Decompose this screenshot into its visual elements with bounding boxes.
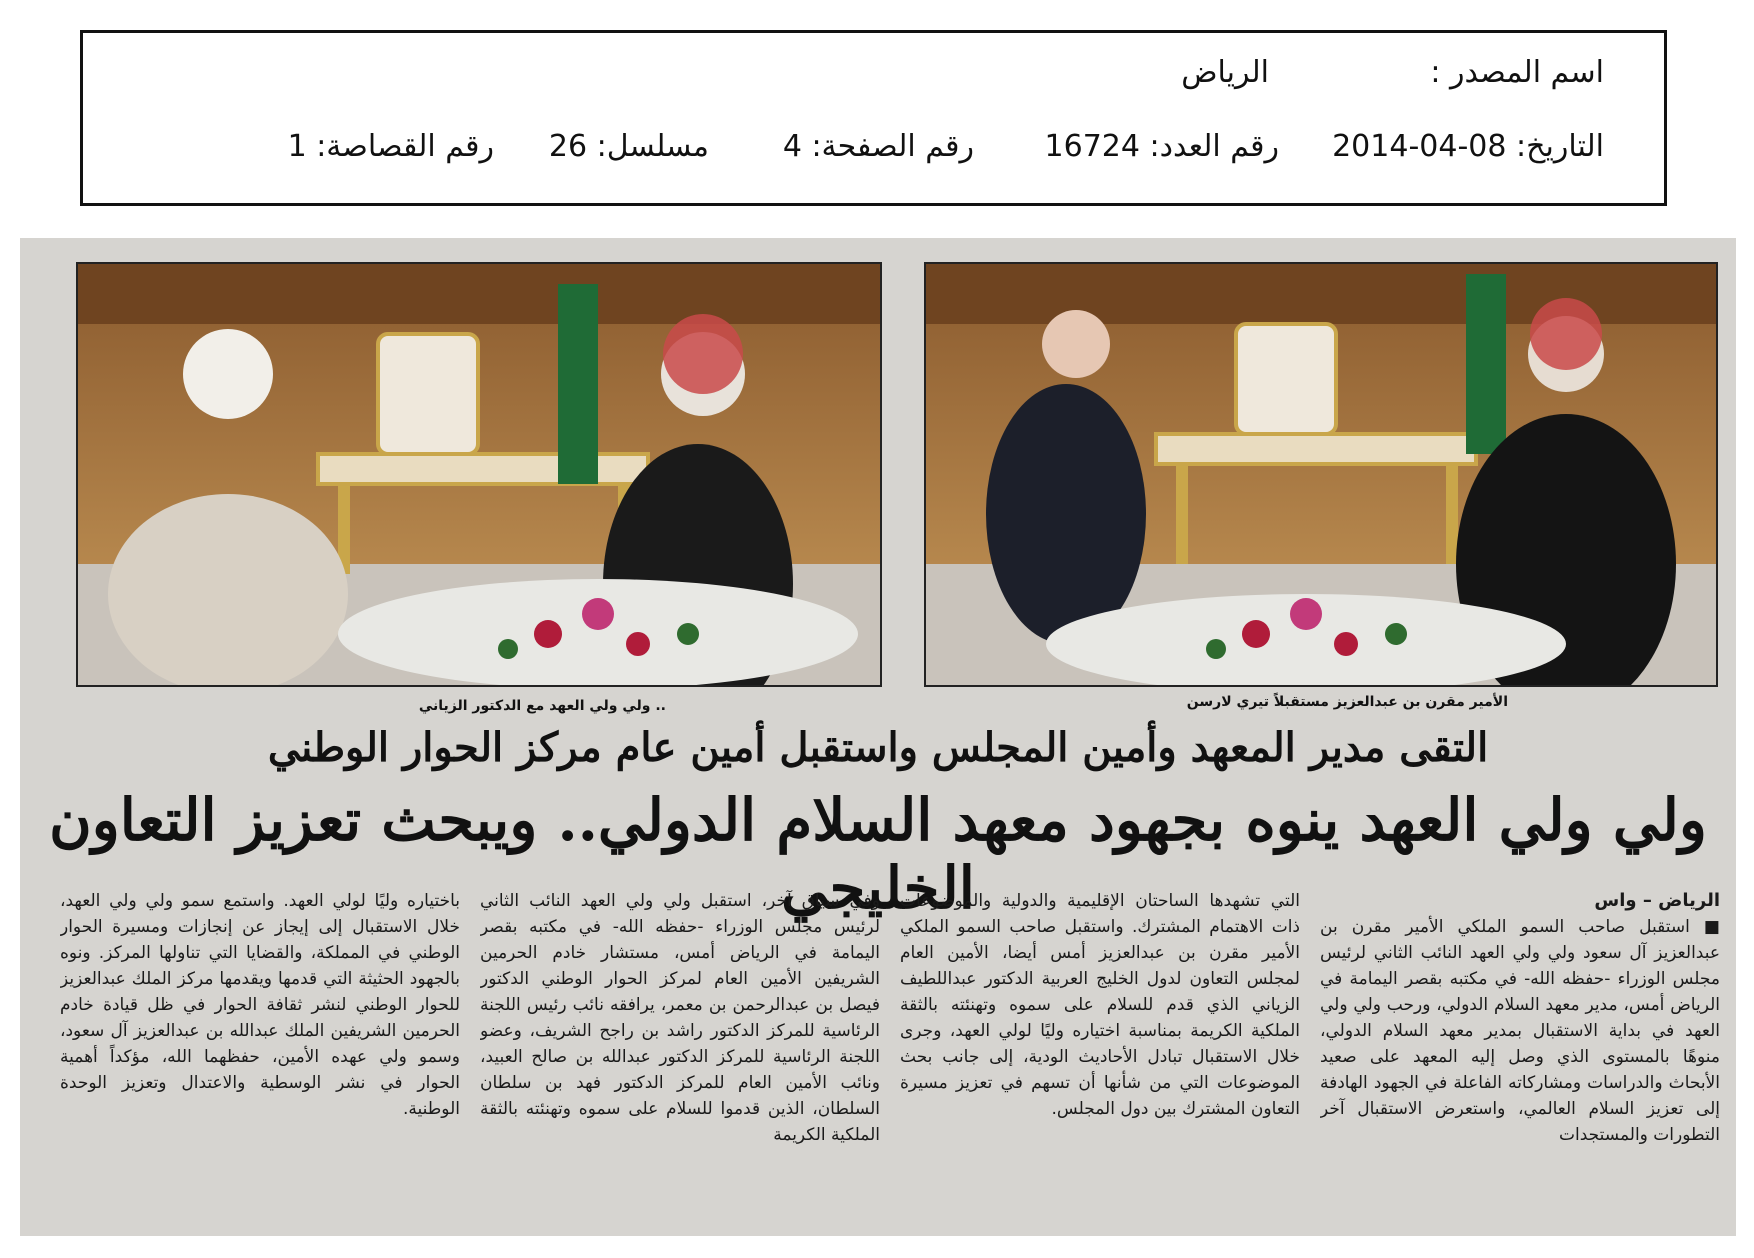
article-column-3 [480, 888, 880, 1228]
serial-field: مسلسل: 26 [548, 129, 709, 164]
date-field: التاريخ: 08-04-2014 [1332, 129, 1604, 164]
newspaper-clipping [20, 238, 1736, 1236]
source-info-box [80, 30, 1667, 206]
page-number-field: رقم الصفحة: 4 [782, 129, 974, 164]
photo-right [924, 262, 1718, 687]
article-column-4 [60, 888, 460, 1228]
issue-number-field: رقم العدد: 16724 [1044, 129, 1279, 164]
column-1-text: ■ استقبل صاحب السمو الملكي الأمير مقرن بن عبدالعزيز آل سعود ولي ولي العهد النائب الثاني لرئيس مجلس الوزراء -حفظه الله- في مكتبه بقصر اليمامة في الرياض أمس، مدير معهد السلام الدولي، ورحب ولي ولي العهد في بداية الاستقبال بمدير معهد السلام الدولي، منوهًا بالمستوى الذي وصل إليه المعهد على صعيد الأبحاث والدراسات ومشاركاته الفاعلة في الجهود الهادفة إلى تعزيز السلام العالمي، واستعرض الاستقبال آخر التطورات والمستجدات [1320, 917, 1720, 1145]
column-2-text: التي تشهدها الساحتان الإقليمية والدولية والموضوعات ذات الاهتمام المشترك. واستقبل صاحب السمو الملكي الأمير مقرن بن عبدالعزيز أمس أيضا، الأمين العام لمجلس التعاون لدول الخليج العربية الدكتور عبداللطيف الزياني الذي قدم للسلام على سموه وتهنئته بالثقة الملكية الكريمة بمناسبة اختياره وليًا لولي العهد، وجرى خلال الاستقبال تبادل الأحاديث الودية، إلى جانب بحث الموضوعات التي من شأنها أن تسهم في تعزيز مسيرة التعاون المشترك بين دول المجلس. [900, 891, 1300, 1119]
headline: ولي ولي العهد ينوه بجهود معهد السلام الدولي.. ويبحث تعزيز التعاون الخليجي [49, 786, 1707, 922]
source-label: اسم المصدر : [1430, 55, 1604, 90]
article-column-2 [900, 888, 1300, 1228]
column-4-text: باختياره وليًا لولي العهد. واستمع سمو ولي ولي العهد، خلال الاستقبال إلى إيجاز عن إنجازات ومسيرة الحوار الوطني في المملكة، والقضايا التي تناولها المركز. ونوه بالجهود الحثيثة التي قدمها ويقدمها مركز الملك عبدالعزيز للحوار الوطني لنشر ثقافة الحوار في ظل قيادة خادم الحرمين الشريفين الملك عبدالله بن عبدالعزيز آل سعود، وسمو ولي عهده الأمين، حفظهما الله، مؤكداً أهمية الحوار في نشر الوسطية والاعتدال وتعزيز الوحدة الوطنية. [60, 891, 460, 1119]
caption-right: الأمير مقرن بن عبدالعزيز مستقبلاً تيري لارسن [1186, 694, 1508, 710]
photo-left-image [78, 264, 882, 687]
photo-right-image [926, 264, 1718, 687]
source-value: الرياض [1181, 55, 1269, 90]
photo-left [76, 262, 882, 687]
article-column-1 [1320, 888, 1720, 1228]
column-3-text: وفي سياق آخر، استقبل ولي ولي العهد النائب الثاني لرئيس مجلس الوزراء -حفظه الله- في مكتبه بقصر اليمامة في الرياض أمس، مستشار خادم الحرمين الشريفين الأمين العام لمركز الحوار الوطني الدكتور فيصل بن عبدالرحمن بن معمر، يرافقه نائب رئيس اللجنة الرئاسية للمركز الدكتور راشد بن راجح الشريف، وعضو اللجنة الرئاسية للمركز الدكتور عبدالله بن صالح العبيد، ونائب الأمين العام للمركز الدكتور فهد بن سلطان السلطان، الذين قدموا للسلام على سموه وتهنئته بالثقة الملكية الكريمة [480, 891, 880, 1145]
caption-left: .. ولي ولي العهد مع الدكتور الزياني [418, 698, 666, 714]
subheadline: التقى مدير المعهد وأمين المجلس واستقبل أمين عام مركز الحوار الوطني [267, 724, 1489, 771]
clip-number-field: رقم القصاصة: 1 [287, 129, 494, 164]
dateline: الرياض – واس [1594, 890, 1720, 911]
